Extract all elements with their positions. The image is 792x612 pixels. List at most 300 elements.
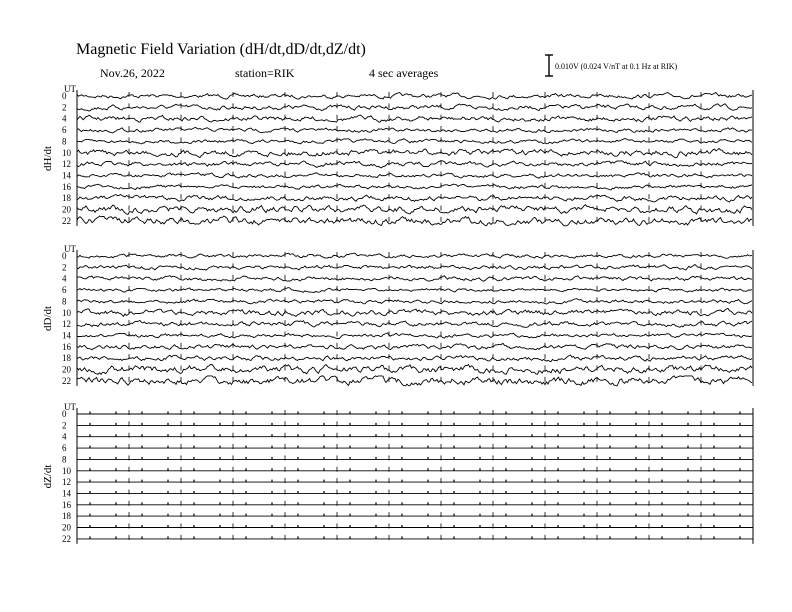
minor-tick — [89, 480, 90, 483]
minor-tick — [713, 491, 714, 494]
trace-line — [77, 216, 752, 226]
minor-tick — [89, 491, 90, 494]
minor-tick — [635, 491, 636, 494]
minor-tick — [531, 412, 532, 415]
minor-tick — [349, 514, 350, 517]
minor-tick — [271, 468, 272, 471]
minor-tick — [271, 514, 272, 517]
minor-tick — [141, 412, 142, 415]
minor-tick — [375, 446, 376, 449]
trace-line — [77, 205, 752, 215]
minor-tick — [271, 434, 272, 437]
row-label: 10 — [62, 465, 71, 476]
minor-tick — [479, 491, 480, 494]
minor-tick — [89, 412, 90, 415]
minor-tick — [219, 412, 220, 415]
minor-tick — [713, 423, 714, 426]
minor-tick — [635, 446, 636, 449]
minor-tick — [89, 446, 90, 449]
minor-tick — [401, 446, 402, 449]
minor-tick — [427, 480, 428, 483]
minor-tick — [375, 525, 376, 528]
minor-tick — [427, 502, 428, 505]
minor-tick — [661, 446, 662, 449]
minor-tick — [609, 491, 610, 494]
row-label: 14 — [62, 488, 71, 499]
minor-tick — [141, 536, 142, 539]
minor-tick — [297, 514, 298, 517]
minor-tick — [635, 480, 636, 483]
row-label: 22 — [62, 533, 71, 544]
minor-tick — [297, 446, 298, 449]
ut-label: UT — [64, 402, 76, 412]
minor-tick — [557, 536, 558, 539]
minor-tick — [531, 434, 532, 437]
minor-tick — [167, 491, 168, 494]
minor-tick — [375, 412, 376, 415]
station-label: station=RIK — [235, 66, 295, 80]
minor-tick — [349, 446, 350, 449]
minor-tick — [349, 480, 350, 483]
minor-tick — [661, 536, 662, 539]
minor-tick — [557, 525, 558, 528]
row-label: 4 — [62, 431, 67, 442]
minor-tick — [89, 468, 90, 471]
minor-tick — [193, 480, 194, 483]
minor-tick — [661, 412, 662, 415]
minor-tick — [609, 446, 610, 449]
scale-bar-label: 0.010V (0.024 V/nT at 0.1 Hz at RIK) — [555, 62, 678, 71]
minor-tick — [219, 514, 220, 517]
minor-tick — [427, 468, 428, 471]
minor-tick — [297, 502, 298, 505]
minor-tick — [141, 480, 142, 483]
row-label: 12 — [62, 319, 71, 330]
minor-tick — [661, 502, 662, 505]
minor-tick — [271, 412, 272, 415]
row-label: 0 — [62, 409, 67, 419]
minor-tick — [245, 536, 246, 539]
minor-tick — [271, 502, 272, 505]
minor-tick — [115, 434, 116, 437]
minor-tick — [141, 434, 142, 437]
trace-line — [77, 276, 752, 282]
minor-tick — [349, 457, 350, 460]
minor-tick — [635, 536, 636, 539]
minor-tick — [687, 446, 688, 449]
minor-tick — [115, 491, 116, 494]
minor-tick — [167, 480, 168, 483]
minor-tick — [531, 536, 532, 539]
minor-tick — [245, 457, 246, 460]
minor-tick — [635, 423, 636, 426]
minor-tick — [167, 514, 168, 517]
minor-tick — [583, 536, 584, 539]
row-label: 20 — [62, 364, 71, 375]
minor-tick — [739, 457, 740, 460]
ut-label: UT — [64, 244, 76, 254]
trace-line — [77, 184, 752, 190]
minor-tick — [583, 502, 584, 505]
row-label: 2 — [62, 420, 67, 431]
minor-tick — [453, 502, 454, 505]
minor-tick — [583, 446, 584, 449]
minor-tick — [271, 457, 272, 460]
minor-tick — [401, 423, 402, 426]
minor-tick — [167, 502, 168, 505]
minor-tick — [271, 480, 272, 483]
minor-tick — [193, 536, 194, 539]
minor-tick — [245, 423, 246, 426]
minor-tick — [453, 491, 454, 494]
trace-line — [77, 93, 752, 100]
minor-tick — [557, 480, 558, 483]
minor-tick — [713, 514, 714, 517]
minor-tick — [531, 525, 532, 528]
minor-tick — [583, 423, 584, 426]
minor-tick — [323, 514, 324, 517]
minor-tick — [115, 502, 116, 505]
trace-line — [77, 265, 752, 271]
minor-tick — [661, 423, 662, 426]
minor-tick — [245, 446, 246, 449]
minor-tick — [739, 491, 740, 494]
trace-line — [77, 299, 752, 304]
minor-tick — [557, 423, 558, 426]
minor-tick — [219, 446, 220, 449]
minor-tick — [687, 525, 688, 528]
minor-tick — [713, 536, 714, 539]
row-label: 0 — [62, 91, 67, 101]
trace-line — [77, 321, 752, 328]
trace-line — [77, 376, 752, 386]
minor-tick — [687, 536, 688, 539]
minor-tick — [193, 514, 194, 517]
minor-tick — [349, 412, 350, 415]
minor-tick — [323, 491, 324, 494]
panels-group — [42, 84, 753, 544]
minor-tick — [167, 446, 168, 449]
minor-tick — [687, 480, 688, 483]
trace-line — [77, 149, 752, 158]
minor-tick — [297, 536, 298, 539]
minor-tick — [687, 412, 688, 415]
minor-tick — [427, 423, 428, 426]
trace-line — [77, 139, 752, 144]
minor-tick — [141, 525, 142, 528]
minor-tick — [505, 491, 506, 494]
minor-tick — [583, 468, 584, 471]
minor-tick — [89, 457, 90, 460]
minor-tick — [141, 446, 142, 449]
minor-tick — [687, 502, 688, 505]
minor-tick — [375, 502, 376, 505]
minor-tick — [167, 457, 168, 460]
trace-line — [77, 355, 752, 362]
ut-label: UT — [64, 84, 76, 94]
minor-tick — [505, 457, 506, 460]
minor-tick — [245, 480, 246, 483]
minor-tick — [635, 434, 636, 437]
minor-tick — [323, 536, 324, 539]
minor-tick — [401, 412, 402, 415]
minor-tick — [583, 525, 584, 528]
minor-tick — [297, 423, 298, 426]
minor-tick — [505, 514, 506, 517]
minor-tick — [557, 446, 558, 449]
minor-tick — [479, 457, 480, 460]
minor-tick — [583, 491, 584, 494]
minor-tick — [115, 514, 116, 517]
minor-tick — [453, 468, 454, 471]
minor-tick — [505, 468, 506, 471]
minor-tick — [479, 480, 480, 483]
minor-tick — [115, 536, 116, 539]
row-label: 2 — [62, 102, 67, 113]
minor-tick — [609, 468, 610, 471]
minor-tick — [349, 536, 350, 539]
minor-tick — [453, 446, 454, 449]
minor-tick — [713, 468, 714, 471]
minor-tick — [375, 457, 376, 460]
minor-tick — [453, 536, 454, 539]
row-label: 6 — [62, 125, 67, 136]
minor-tick — [531, 457, 532, 460]
minor-tick — [401, 502, 402, 505]
minor-tick — [115, 446, 116, 449]
minor-tick — [375, 468, 376, 471]
minor-tick — [687, 457, 688, 460]
date-label: Nov.26, 2022 — [100, 66, 165, 80]
minor-tick — [323, 446, 324, 449]
minor-tick — [479, 434, 480, 437]
row-label: 6 — [62, 443, 67, 454]
minor-tick — [115, 423, 116, 426]
minor-tick — [557, 434, 558, 437]
minor-tick — [401, 468, 402, 471]
row-label: 8 — [62, 136, 67, 147]
row-label: 12 — [62, 477, 71, 488]
row-label: 22 — [62, 215, 71, 226]
minor-tick — [557, 491, 558, 494]
minor-tick — [375, 536, 376, 539]
minor-tick — [245, 491, 246, 494]
minor-tick — [713, 446, 714, 449]
minor-tick — [453, 423, 454, 426]
minor-tick — [427, 446, 428, 449]
panel-dH-dt — [42, 84, 753, 226]
minor-tick — [297, 412, 298, 415]
minor-tick — [609, 536, 610, 539]
minor-tick — [479, 468, 480, 471]
minor-tick — [375, 434, 376, 437]
minor-tick — [245, 434, 246, 437]
minor-tick — [583, 514, 584, 517]
row-label: 14 — [62, 330, 71, 341]
minor-tick — [713, 434, 714, 437]
minor-tick — [531, 480, 532, 483]
minor-tick — [479, 502, 480, 505]
minor-tick — [115, 468, 116, 471]
minor-tick — [193, 525, 194, 528]
minor-tick — [271, 536, 272, 539]
minor-tick — [89, 434, 90, 437]
chart-title: Magnetic Field Variation (dH/dt,dD/dt,dZ/dt) — [76, 41, 366, 58]
row-label: 10 — [62, 147, 71, 158]
row-label: 16 — [62, 499, 71, 510]
minor-tick — [375, 423, 376, 426]
minor-tick — [661, 480, 662, 483]
minor-tick — [297, 457, 298, 460]
minor-tick — [297, 525, 298, 528]
minor-tick — [323, 525, 324, 528]
minor-tick — [193, 412, 194, 415]
minor-tick — [427, 491, 428, 494]
minor-tick — [401, 525, 402, 528]
minor-tick — [531, 423, 532, 426]
minor-tick — [453, 412, 454, 415]
minor-tick — [635, 514, 636, 517]
panel-ylabel: dD/dt — [42, 305, 54, 331]
row-label: 12 — [62, 159, 71, 170]
minor-tick — [531, 446, 532, 449]
minor-tick — [427, 536, 428, 539]
minor-tick — [609, 502, 610, 505]
minor-tick — [505, 423, 506, 426]
minor-tick — [245, 468, 246, 471]
minor-tick — [531, 491, 532, 494]
minor-tick — [219, 536, 220, 539]
minor-tick — [739, 514, 740, 517]
minor-tick — [505, 502, 506, 505]
minor-tick — [687, 491, 688, 494]
minor-tick — [115, 525, 116, 528]
minor-tick — [661, 514, 662, 517]
row-label: 4 — [62, 113, 67, 124]
minor-tick — [193, 457, 194, 460]
minor-tick — [141, 423, 142, 426]
minor-tick — [323, 423, 324, 426]
minor-tick — [89, 536, 90, 539]
minor-tick — [141, 502, 142, 505]
minor-tick — [557, 502, 558, 505]
minor-tick — [323, 457, 324, 460]
minor-tick — [739, 536, 740, 539]
minor-tick — [661, 525, 662, 528]
minor-tick — [427, 457, 428, 460]
trace-line — [77, 308, 752, 316]
minor-tick — [609, 525, 610, 528]
minor-tick — [609, 514, 610, 517]
minor-tick — [453, 480, 454, 483]
minor-tick — [193, 491, 194, 494]
minor-tick — [219, 468, 220, 471]
minor-tick — [739, 525, 740, 528]
minor-tick — [635, 502, 636, 505]
minor-tick — [427, 514, 428, 517]
minor-tick — [661, 457, 662, 460]
minor-tick — [323, 502, 324, 505]
minor-tick — [245, 525, 246, 528]
minor-tick — [219, 525, 220, 528]
panel-ylabel: dH/dt — [42, 145, 54, 171]
row-label: 16 — [62, 341, 71, 352]
minor-tick — [271, 525, 272, 528]
trace-line — [77, 288, 752, 293]
minor-tick — [219, 480, 220, 483]
minor-tick — [323, 468, 324, 471]
minor-tick — [635, 525, 636, 528]
minor-tick — [739, 480, 740, 483]
minor-tick — [297, 491, 298, 494]
minor-tick — [713, 412, 714, 415]
minor-tick — [297, 480, 298, 483]
minor-tick — [583, 412, 584, 415]
minor-tick — [609, 480, 610, 483]
minor-tick — [89, 514, 90, 517]
minor-tick — [583, 434, 584, 437]
minor-tick — [713, 457, 714, 460]
minor-tick — [349, 468, 350, 471]
panel-dZ-dt — [42, 402, 753, 544]
minor-tick — [167, 525, 168, 528]
row-label: 18 — [62, 193, 71, 204]
minor-tick — [141, 468, 142, 471]
row-label: 14 — [62, 170, 71, 181]
minor-tick — [739, 423, 740, 426]
minor-tick — [141, 457, 142, 460]
minor-tick — [505, 412, 506, 415]
minor-tick — [401, 457, 402, 460]
minor-tick — [167, 434, 168, 437]
minor-tick — [89, 525, 90, 528]
row-label: 20 — [62, 522, 71, 533]
row-label: 8 — [62, 296, 67, 307]
minor-tick — [349, 434, 350, 437]
trace-line — [77, 343, 752, 349]
minor-tick — [739, 412, 740, 415]
minor-tick — [557, 468, 558, 471]
trace-line — [77, 104, 752, 111]
minor-tick — [739, 502, 740, 505]
minor-tick — [401, 491, 402, 494]
minor-tick — [141, 514, 142, 517]
minor-tick — [505, 536, 506, 539]
minor-tick — [349, 502, 350, 505]
averaging-label: 4 sec averages — [369, 66, 439, 80]
minor-tick — [453, 434, 454, 437]
minor-tick — [427, 525, 428, 528]
panel-ylabel: dZ/dt — [42, 464, 54, 489]
minor-tick — [89, 502, 90, 505]
minor-tick — [193, 434, 194, 437]
minor-tick — [661, 468, 662, 471]
minor-tick — [713, 502, 714, 505]
minor-tick — [89, 423, 90, 426]
row-label: 6 — [62, 285, 67, 296]
panel-dD-dt — [42, 244, 753, 386]
minor-tick — [661, 491, 662, 494]
minor-tick — [375, 480, 376, 483]
row-label: 10 — [62, 307, 71, 318]
minor-tick — [557, 457, 558, 460]
minor-tick — [167, 468, 168, 471]
row-label: 20 — [62, 204, 71, 215]
minor-tick — [115, 412, 116, 415]
minor-tick — [271, 446, 272, 449]
trace-line — [77, 253, 752, 258]
row-label: 18 — [62, 353, 71, 364]
